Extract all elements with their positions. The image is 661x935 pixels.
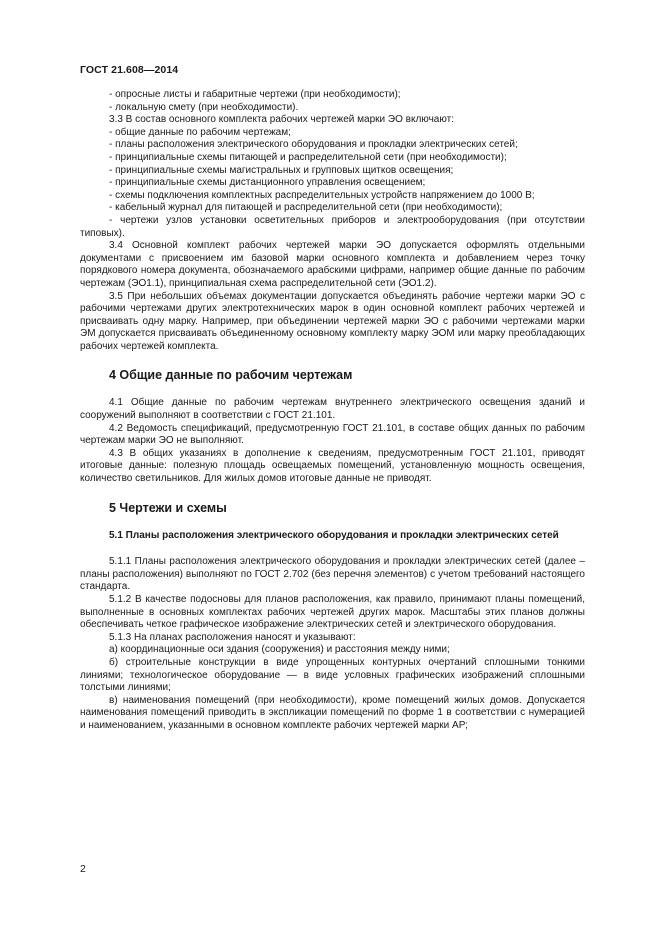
clause-4-1: 4.1 Общие данные по рабочим чертежам внутреннего электрического освещения зданий и сооружений выполняют в соответствии с ГОСТ 21.101.	[80, 397, 585, 422]
clause-4-2: 4.2 Ведомость спецификаций, предусмотренную ГОСТ 21.101, в составе общих данных по рабочим чертежам марки ЭО не выполняют.	[80, 422, 585, 447]
list-item: - принципиальные схемы питающей и распределительной сети (при необходимости);	[109, 151, 507, 163]
clause-5-1-1: 5.1.1 Планы расположения электрического оборудования и прокладки электрических сетей (далее – планы расположения) выполняют по ГОСТ 2.702 (без перечня элементов) с учетом требований настоящего стандарта.	[80, 556, 585, 593]
subsection-heading-5-1: 5.1 Планы расположения электрического оборудования и прокладки электрических сетей	[109, 529, 559, 541]
list-item: - планы расположения электрического оборудования и прокладки электрических сетей;	[109, 139, 518, 151]
section-heading-5: 5 Чертежи и схемы	[109, 500, 227, 515]
list-item: - принципиальные схемы магистральных и групповых щитков освещения;	[109, 164, 454, 176]
document-header: ГОСТ 21.608—2014	[80, 64, 179, 76]
list-item: - кабельный журнал для питающей и распределительной сети (при необходимости);	[109, 202, 503, 214]
list-item: в) наименования помещений (при необходимости), кроме помещений жилых домов. Допускается наименования помещений приводить в экспликации помещений по форме 1 в соответствии с нумерацией и наименованием, указанными в основном комплекте рабочих чертежей марки АР;	[80, 694, 585, 731]
clause-3-4: 3.4 Основной комплект рабочих чертежей марки ЭО допускается оформлять отдельными документами с присвоением им базовой марки основного комплекта и добавлением через точку порядкового номера документа, обозначаемого арабскими цифрами, например общие данные по рабочим чертежам (ЭО1.1), принципиальная схема распределительной сети (ЭО1.2).	[80, 240, 585, 289]
list-item: б) строительные конструкции в виде упрощенных контурных очертаний сплошными тонкими линиями; технологическое оборудование — в виде условных графических изображений сплошными толстыми линиями;	[80, 656, 585, 694]
list-item: - общие данные по рабочим чертежам;	[109, 126, 291, 138]
clause-3-3: 3.3 В состав основного комплекта рабочих чертежей марки ЭО включают:	[109, 114, 454, 126]
list-item: а) координационные оси здания (сооружения) и расстояния между ними;	[109, 644, 450, 656]
clause-3-5: 3.5 При небольших объемах документации допускается объединять рабочие чертежи марки ЭО с рабочими чертежами других электротехнических марок в один основной комплект рабочих чертежей и присваивать одну марку. Например, при объединении чертежей марки ЭО с рабочими чертежами марки ЭМ допускается присваивать объединенному основному комплекту марку ЭОМ или марку преобладающих рабочих чертежей комплекта.	[80, 290, 585, 352]
list-item: - чертежи узлов установки осветительных приборов и электрооборудования (при отсутствии типовых).	[80, 214, 585, 239]
clause-4-3: 4.3 В общих указаниях в дополнение к сведениям, предусмотренным ГОСТ 21.101, приводят итоговые данные: полезную площадь освещаемых помещений, установленную мощность освещения, количество светильников. Для жилых домов итоговые данные не приводят.	[80, 447, 585, 485]
clause-5-1-2: 5.1.2 В качестве подосновы для планов расположения, как правило, принимают планы помещений, выполненные в основных комплектах рабочих чертежей других марок. Масштабы этих планов должны обеспечивать четкое графическое изображение электрических сетей и электрического оборудования.	[80, 594, 585, 631]
list-item: - принципиальные схемы дистанционного управления освещением;	[109, 177, 426, 189]
page-number: 2	[80, 863, 86, 875]
section-heading-4: 4 Общие данные по рабочим чертежам	[109, 368, 353, 383]
list-item: - локальную смету (при необходимости).	[109, 101, 299, 113]
list-item: - схемы подключения комплектных распределительных устройств напряжением до 1000 В;	[109, 189, 535, 201]
clause-5-1-3: 5.1.3 На планах расположения наносят и указывают:	[109, 631, 356, 643]
document-body	[80, 89, 585, 733]
list-item: - опросные листы и габаритные чертежи (при необходимости);	[109, 89, 401, 100]
